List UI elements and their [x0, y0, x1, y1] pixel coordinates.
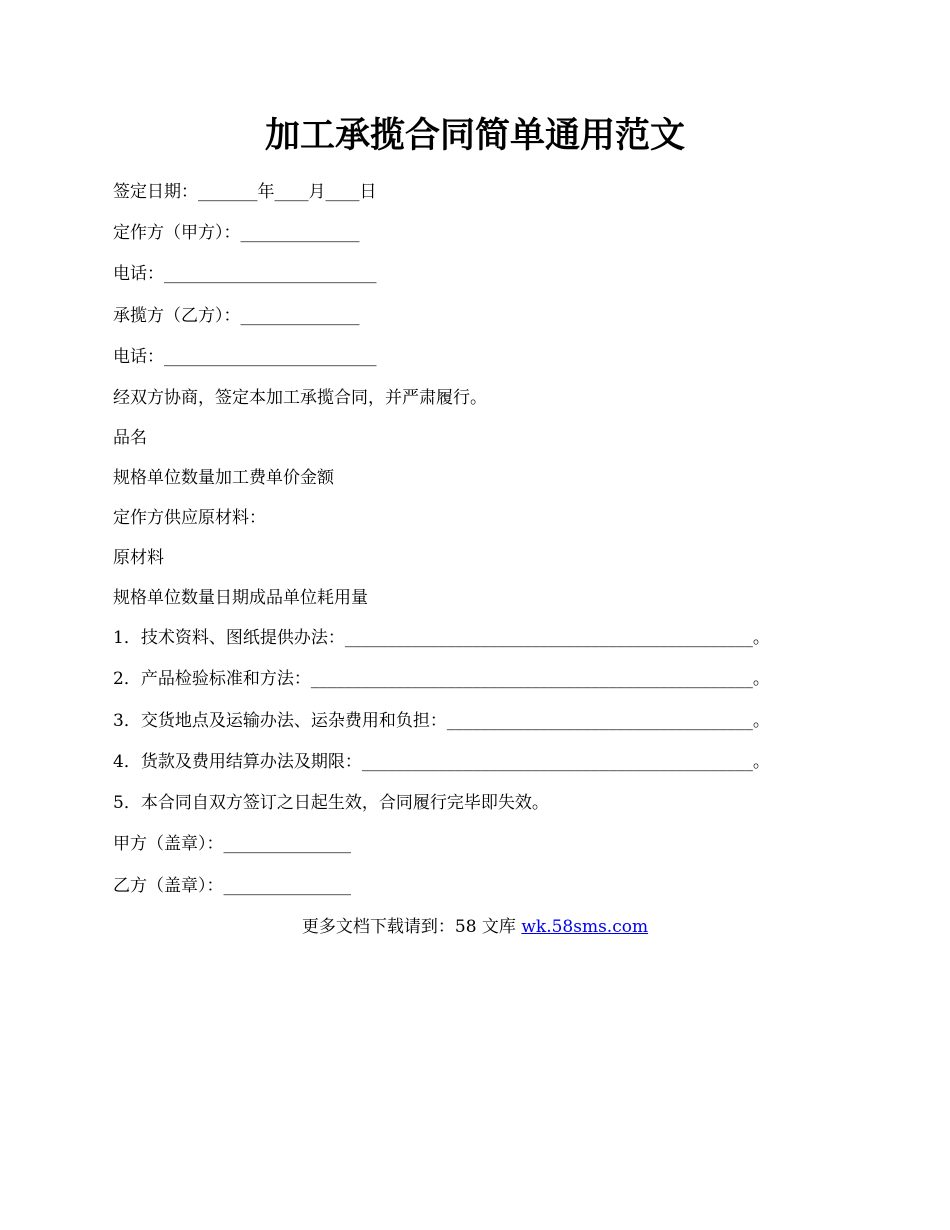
party-b-seal-line: 乙方（盖章）：_______________ — [113, 876, 351, 896]
clause-4: 4．货款及费用结算办法及期限：______________________________________________。 — [113, 752, 770, 772]
agreement-statement: 经双方协商，签定本加工承揽合同，并严肃履行。 — [113, 388, 487, 408]
party-b-line: 承揽方（乙方）：______________ — [113, 306, 360, 326]
document-title: 加工承揽合同简单通用范文 — [264, 115, 685, 156]
clause-5: 5．本合同自双方签订之日起生效，合同履行完毕即失效。 — [113, 793, 549, 813]
footer-link[interactable]: wk.58sms.com — [521, 917, 649, 937]
clause-3: 3．交货地点及运输办法、运杂费用和负担：____________________________________。 — [113, 711, 770, 731]
footer-prefix: 更多文档下载请到：58 文库 — [301, 917, 522, 937]
clause-1: 1．技术资料、图纸提供办法：________________________________________________。 — [113, 628, 770, 648]
raw-material-label: 原材料 — [113, 548, 164, 568]
product-name-label: 品名 — [113, 428, 147, 448]
raw-material-spec-header: 规格单位数量日期成品单位耗用量 — [113, 588, 368, 608]
product-spec-header: 规格单位数量加工费单价金额 — [113, 468, 334, 488]
party-b-phone-line: 电话：_________________________ — [113, 347, 377, 367]
signing-date-line: 签定日期：_______年____月____日 — [113, 182, 377, 202]
footer — [0, 915, 950, 939]
party-a-line: 定作方（甲方）：______________ — [113, 223, 360, 243]
raw-material-supply-label: 定作方供应原材料： — [113, 508, 266, 528]
clause-2: 2．产品检验标准和方法：____________________________________________________。 — [113, 669, 770, 689]
party-a-seal-line: 甲方（盖章）：_______________ — [113, 834, 351, 854]
party-a-phone-line: 电话：_________________________ — [113, 264, 377, 284]
